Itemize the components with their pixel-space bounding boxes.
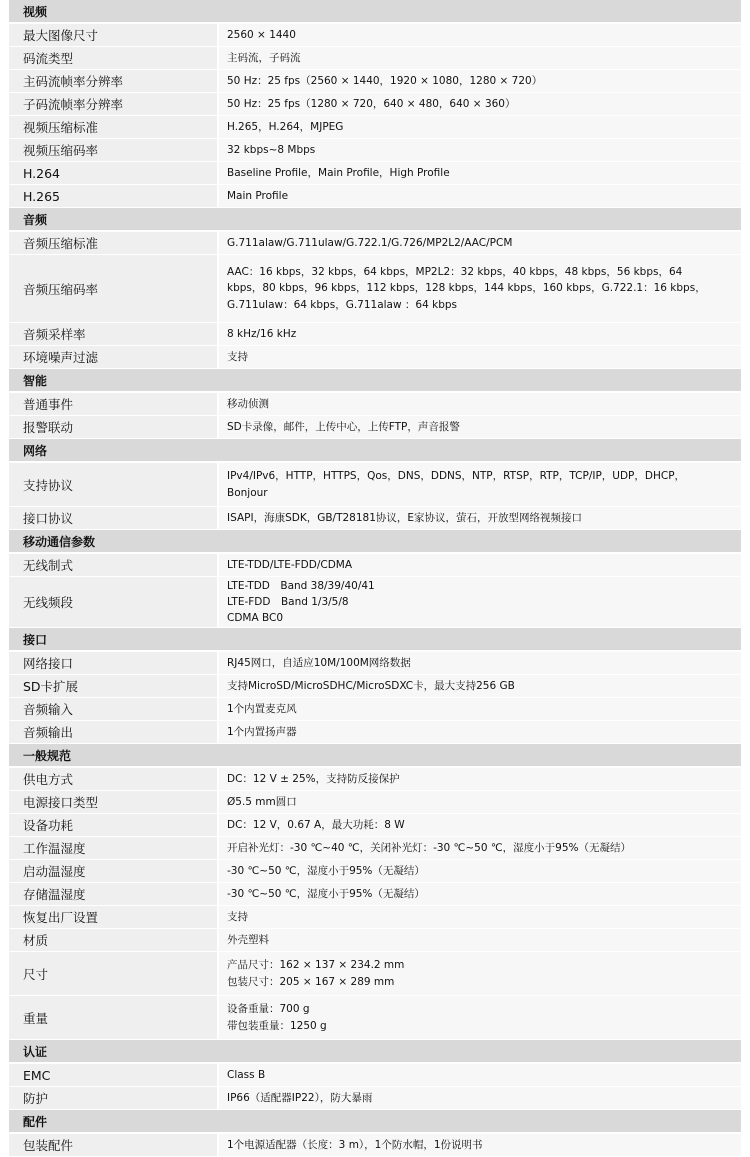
- spec-row: [9, 675, 741, 698]
- spec-label: 启动温湿度: [9, 860, 219, 882]
- spec-label: 码流类型: [9, 47, 219, 69]
- spec-label: 视频压缩码率: [9, 139, 219, 161]
- spec-row: [9, 906, 741, 929]
- spec-value-line: Ø5.5 mm圆口: [227, 795, 297, 808]
- spec-value: [219, 93, 741, 115]
- spec-row: [9, 721, 741, 744]
- section-header: 一般规范: [9, 744, 741, 768]
- spec-label: 音频压缩标准: [9, 232, 219, 254]
- spec-value: [219, 116, 741, 138]
- spec-value-line: 支持MicroSD/MicroSDHC/MicroSDXC卡，最大支持256 GB: [227, 679, 515, 692]
- spec-value-line: 包装尺寸：205 × 167 × 289 mm: [227, 975, 395, 988]
- spec-value: [219, 1087, 741, 1109]
- spec-row: [9, 463, 741, 507]
- section-header: 配件: [9, 1110, 741, 1134]
- section-header: 认证: [9, 1040, 741, 1064]
- spec-value-line: DC：12 V，0.67 A，最大功耗：8 W: [227, 818, 405, 831]
- spec-label: 最大图像尺寸: [9, 24, 219, 46]
- spec-label: H.265: [9, 185, 219, 207]
- spec-value: [219, 698, 741, 720]
- spec-value: [219, 791, 741, 813]
- spec-value-line: Baseline Profile，Main Profile，High Profile: [227, 166, 450, 179]
- spec-value-line: 8 kHz/16 kHz: [227, 327, 297, 340]
- spec-label: 设备功耗: [9, 814, 219, 836]
- spec-label: 音频压缩码率: [9, 255, 219, 322]
- spec-row: [9, 1134, 741, 1157]
- spec-value: [219, 346, 741, 368]
- spec-value: [219, 416, 741, 438]
- spec-value: [219, 70, 741, 92]
- spec-value-line: G.711alaw/G.711ulaw/G.722.1/G.726/MP2L2/AAC/PCM: [227, 236, 513, 249]
- spec-label: 存储温湿度: [9, 883, 219, 905]
- spec-value: [219, 860, 741, 882]
- spec-value-line: 带包装重量：1250 g: [227, 1019, 327, 1032]
- spec-value-line: kbps，80 kbps，96 kbps，112 kbps，128 kbps，144 kbps，160 kbps，G.722.1：16 kbps，: [227, 282, 706, 295]
- spec-value: [219, 883, 741, 905]
- spec-value: [219, 507, 741, 529]
- section-header: 智能: [9, 369, 741, 393]
- spec-label: 无线制式: [9, 554, 219, 576]
- spec-value-line: 32 kbps~8 Mbps: [227, 143, 316, 156]
- spec-label: 音频采样率: [9, 323, 219, 345]
- spec-value: [219, 675, 741, 697]
- spec-value-line: DC：12 V ± 25%，支持防反接保护: [227, 772, 400, 785]
- spec-row: [9, 554, 741, 577]
- spec-value: [219, 1134, 741, 1156]
- spec-label: 供电方式: [9, 768, 219, 790]
- spec-label: 恢复出厂设置: [9, 906, 219, 928]
- spec-value-line: ISAPI，海康SDK，GB/T28181协议，E家协议，萤石，开放型网络视频接口: [227, 511, 583, 524]
- section-header: 视频: [9, 0, 741, 24]
- spec-table: [9, 0, 741, 1157]
- spec-label: 支持协议: [9, 463, 219, 506]
- spec-value-line: G.711ulaw：64 kbps，G.711alaw ：64 kbps: [227, 298, 457, 311]
- spec-label: 包装配件: [9, 1134, 219, 1156]
- spec-value-line: Main Profile: [227, 189, 289, 202]
- spec-row: [9, 837, 741, 860]
- spec-row: [9, 698, 741, 721]
- spec-row: [9, 883, 741, 906]
- spec-value: [219, 24, 741, 46]
- spec-value-line: 支持: [227, 350, 248, 363]
- spec-value-line: 外壳塑料: [227, 933, 269, 946]
- spec-label: 主码流帧率分辨率: [9, 70, 219, 92]
- spec-value-line: RJ45网口，自适应10M/100M网络数据: [227, 656, 411, 669]
- spec-label: 电源接口类型: [9, 791, 219, 813]
- spec-row: [9, 507, 741, 530]
- section-header: 移动通信参数: [9, 530, 741, 554]
- spec-row: [9, 255, 741, 323]
- spec-label: EMC: [9, 1064, 219, 1086]
- spec-label: 视频压缩标准: [9, 116, 219, 138]
- spec-label: 尺寸: [9, 952, 219, 995]
- spec-value-line: 支持: [227, 910, 248, 923]
- spec-row: [9, 70, 741, 93]
- spec-row: [9, 232, 741, 255]
- spec-label: SD卡扩展: [9, 675, 219, 697]
- section-header: 接口: [9, 628, 741, 652]
- spec-value-line: 产品尺寸：162 × 137 × 234.2 mm: [227, 959, 405, 972]
- spec-value: [219, 1064, 741, 1086]
- spec-label: 接口协议: [9, 507, 219, 529]
- spec-row: [9, 768, 741, 791]
- spec-value-line: 1个内置麦克风: [227, 702, 297, 715]
- spec-value-line: CDMA BC0: [227, 612, 284, 625]
- spec-label: 子码流帧率分辨率: [9, 93, 219, 115]
- spec-row: [9, 185, 741, 208]
- spec-row: [9, 24, 741, 47]
- spec-label: 无线频段: [9, 577, 219, 627]
- spec-row: [9, 393, 741, 416]
- spec-value: [219, 139, 741, 161]
- spec-row: [9, 577, 741, 628]
- spec-row: [9, 996, 741, 1040]
- spec-value-line: AAC：16 kbps，32 kbps，64 kbps，MP2L2：32 kbps，40 kbps，48 kbps，56 kbps，64: [227, 266, 683, 279]
- spec-value: [219, 906, 741, 928]
- spec-label: 环境噪声过滤: [9, 346, 219, 368]
- spec-value: [219, 232, 741, 254]
- spec-value-line: LTE-TDD Band 38/39/40/41: [227, 579, 375, 592]
- spec-value: [219, 768, 741, 790]
- spec-value-line: IP66（适配器IP22），防大暴雨: [227, 1091, 373, 1104]
- spec-value-line: 移动侦测: [227, 397, 269, 410]
- spec-value: [219, 393, 741, 415]
- spec-row: [9, 346, 741, 369]
- spec-value-line: 2560 × 1440: [227, 28, 296, 41]
- section-header: 网络: [9, 439, 741, 463]
- spec-value-line: H.265，H.264，MJPEG: [227, 120, 344, 133]
- spec-row: [9, 952, 741, 996]
- spec-row: [9, 929, 741, 952]
- spec-label: 防护: [9, 1087, 219, 1109]
- spec-row: [9, 860, 741, 883]
- spec-value: [219, 814, 741, 836]
- spec-value-line: 50 Hz：25 fps（2560 × 1440，1920 × 1080，1280 × 720）: [227, 74, 543, 87]
- spec-value: [219, 554, 741, 576]
- spec-value-line: LTE-TDD/LTE-FDD/CDMA: [227, 558, 353, 571]
- spec-label: 网络接口: [9, 652, 219, 674]
- spec-value-line: 1个电源适配器（长度：3 m），1个防水帽，1份说明书: [227, 1138, 483, 1151]
- spec-label: 音频输入: [9, 698, 219, 720]
- spec-label: 音频输出: [9, 721, 219, 743]
- section-header: 音频: [9, 208, 741, 232]
- spec-value-line: 1个内置扬声器: [227, 725, 297, 738]
- spec-label: H.264: [9, 162, 219, 184]
- spec-value: [219, 721, 741, 743]
- spec-label: 普通事件: [9, 393, 219, 415]
- spec-label: 重量: [9, 996, 219, 1039]
- spec-value: [219, 996, 741, 1039]
- spec-row: [9, 416, 741, 439]
- spec-value: [219, 162, 741, 184]
- spec-row: [9, 47, 741, 70]
- spec-value-line: -30 ℃~50 ℃，湿度小于95%（无凝结）: [227, 864, 425, 877]
- spec-value-line: 开启补光灯：-30 ℃~40 ℃，关闭补光灯：-30 ℃~50 ℃，湿度小于95%（无凝结）: [227, 841, 631, 854]
- spec-value: [219, 837, 741, 859]
- spec-value-line: Bonjour: [227, 486, 268, 499]
- spec-row: [9, 139, 741, 162]
- spec-value: [219, 255, 741, 322]
- spec-value: [219, 463, 741, 506]
- spec-label: 工作温湿度: [9, 837, 219, 859]
- spec-label: 材质: [9, 929, 219, 951]
- spec-value: [219, 577, 741, 627]
- spec-row: [9, 162, 741, 185]
- spec-value: [219, 952, 741, 995]
- spec-row: [9, 93, 741, 116]
- spec-label: 报警联动: [9, 416, 219, 438]
- spec-value: [219, 185, 741, 207]
- spec-value-line: SD卡录像，邮件，上传中心，上传FTP，声音报警: [227, 420, 460, 433]
- spec-row: [9, 323, 741, 346]
- spec-value-line: 主码流，子码流: [227, 51, 301, 64]
- spec-value-line: LTE-FDD Band 1/3/5/8: [227, 595, 349, 608]
- spec-value-line: -30 ℃~50 ℃，湿度小于95%（无凝结）: [227, 887, 425, 900]
- spec-value: [219, 652, 741, 674]
- spec-row: [9, 1064, 741, 1087]
- spec-value: [219, 929, 741, 951]
- spec-row: [9, 814, 741, 837]
- spec-value-line: IPv4/IPv6，HTTP，HTTPS，Qos，DNS，DDNS，NTP，RTSP，RTP，TCP/IP，UDP，DHCP，: [227, 470, 686, 483]
- spec-row: [9, 791, 741, 814]
- spec-value-line: 设备重量：700 g: [227, 1003, 310, 1016]
- spec-value: [219, 47, 741, 69]
- spec-value: [219, 323, 741, 345]
- spec-row: [9, 116, 741, 139]
- spec-row: [9, 1087, 741, 1110]
- spec-value-line: Class B: [227, 1068, 266, 1081]
- spec-value-line: 50 Hz：25 fps（1280 × 720，640 × 480，640 × 360）: [227, 97, 516, 110]
- spec-row: [9, 652, 741, 675]
